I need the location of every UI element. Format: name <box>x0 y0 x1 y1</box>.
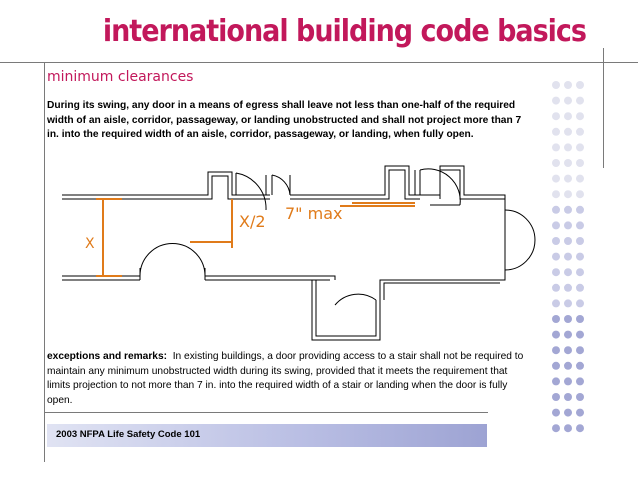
decorative-dot <box>564 143 572 151</box>
decorative-dot <box>576 253 584 261</box>
decorative-dot <box>564 393 572 401</box>
decorative-dot <box>576 409 584 417</box>
decorative-dot <box>576 206 584 214</box>
decorative-dot <box>552 159 560 167</box>
decorative-dot <box>552 346 560 354</box>
decorative-dot <box>576 81 584 89</box>
decorative-dot <box>552 315 560 323</box>
decorative-dot <box>564 377 572 385</box>
exceptions-text: In existing buildings, a door providing access to a stair shall not be required to maintain any minimum unobstructed width during its swing, provided that it meets the requirement that limits projection to not more than 7 in. into the required width of a stair or landing when the door is fully open. <box>47 351 524 407</box>
decorative-dot <box>576 112 584 120</box>
decorative-dot <box>552 331 560 339</box>
decorative-dot <box>552 377 560 385</box>
decorative-dot <box>564 128 572 136</box>
decorative-dot <box>576 424 584 432</box>
decorative-dot <box>564 253 572 261</box>
decorative-dot <box>564 268 572 276</box>
decorative-dot <box>564 221 572 229</box>
label-max: 7" max <box>285 204 343 223</box>
decorative-dot <box>564 97 572 105</box>
label-half: X/2 <box>239 212 266 231</box>
decorative-dot <box>576 331 584 339</box>
decorative-dot <box>552 206 560 214</box>
decorative-dot <box>552 143 560 151</box>
decorative-dot <box>576 159 584 167</box>
decorative-dot <box>576 237 584 245</box>
decorative-dot <box>576 284 584 292</box>
page-title: international building code basics <box>102 14 586 49</box>
decorative-dot <box>552 253 560 261</box>
decorative-dot <box>564 362 572 370</box>
decorative-dot <box>552 362 560 370</box>
decorative-dot <box>576 128 584 136</box>
decorative-dot <box>564 237 572 245</box>
decorative-dot <box>552 221 560 229</box>
decorative-dot <box>564 331 572 339</box>
decorative-dot <box>564 409 572 417</box>
decorative-dot <box>552 190 560 198</box>
decorative-dot <box>576 190 584 198</box>
decorative-dot <box>564 112 572 120</box>
upper-wall <box>62 172 270 195</box>
decorative-dot <box>552 393 560 401</box>
decorative-dot <box>564 206 572 214</box>
decorative-dot <box>564 299 572 307</box>
decorative-dot <box>564 190 572 198</box>
decorative-dot <box>552 112 560 120</box>
decorative-dot <box>564 175 572 183</box>
decorative-dot <box>564 159 572 167</box>
decorative-dot <box>576 175 584 183</box>
footer-source: 2003 NFPA Life Safety Code 101 <box>56 429 201 440</box>
decorative-dot <box>576 97 584 105</box>
decorative-dot <box>576 393 584 401</box>
decorative-dot-grid <box>551 80 591 440</box>
decorative-dot <box>552 268 560 276</box>
decorative-dot <box>552 175 560 183</box>
decorative-dot <box>552 424 560 432</box>
decorative-dot <box>564 346 572 354</box>
decorative-dot <box>552 97 560 105</box>
exceptions-paragraph <box>47 350 527 409</box>
section-heading: minimum clearances <box>47 69 194 85</box>
decorative-dot <box>576 362 584 370</box>
decorative-dot <box>576 221 584 229</box>
decorative-dot <box>564 284 572 292</box>
decorative-dot <box>576 268 584 276</box>
decorative-dot <box>552 299 560 307</box>
decorative-dot <box>576 143 584 151</box>
decorative-dot <box>576 377 584 385</box>
decorative-dot <box>576 315 584 323</box>
decorative-dot <box>564 424 572 432</box>
door-swing-arc <box>140 244 205 277</box>
intro-paragraph: During its swing, any door in a means of egress shall leave not less than one-half of the required width of an aisle, corridor, passageway, or landing unobstructed and shall not project more than 7 in. into the required width of an aisle, corridor, passageway, or landing, when fully open. <box>47 100 522 141</box>
label-x: X <box>85 236 95 252</box>
decorative-dot <box>576 299 584 307</box>
decorative-dot <box>564 81 572 89</box>
decorative-dot <box>564 315 572 323</box>
exceptions-label: exceptions and remarks: <box>47 351 168 362</box>
decorative-dot <box>576 346 584 354</box>
decorative-dot <box>552 237 560 245</box>
decorative-dot <box>552 409 560 417</box>
decorative-dot <box>552 284 560 292</box>
decorative-dot <box>552 128 560 136</box>
decorative-dot <box>552 81 560 89</box>
